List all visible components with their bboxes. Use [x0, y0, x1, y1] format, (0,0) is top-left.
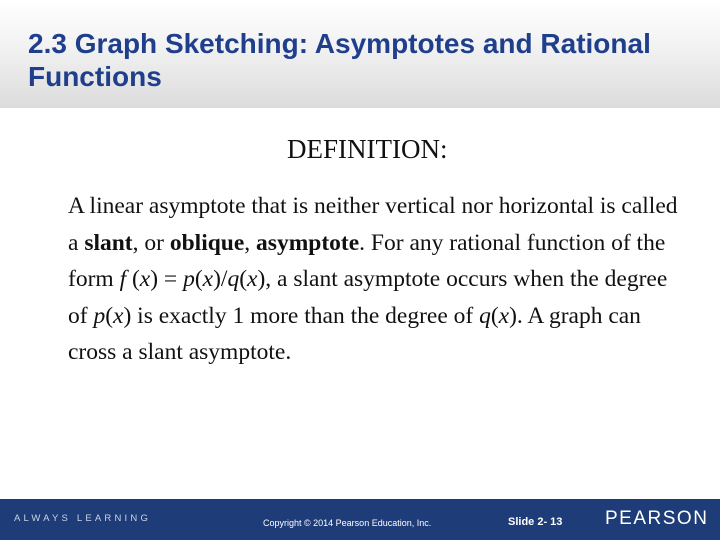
text-run: . For any rational function of the form: [68, 229, 666, 292]
math-var: x: [498, 302, 510, 329]
text-run: A linear asymptote that is neither vertical nor horizontal is called a: [68, 193, 678, 256]
slide-title: 2.3 Graph Sketching: Asymptotes and Rational Functions: [28, 28, 651, 92]
math-var: x: [247, 266, 258, 292]
text-run: (: [105, 302, 114, 329]
math-var: p: [183, 266, 195, 292]
term-asymptote: asymptote: [256, 229, 360, 256]
text-run: , or: [132, 229, 170, 256]
math-var: p: [93, 302, 106, 329]
text-run: (: [490, 302, 499, 329]
title-bar: [0, 0, 720, 108]
slide-number: Slide 2- 13: [508, 516, 563, 528]
brand-logo: PEARSON: [605, 508, 709, 529]
definition-text: [68, 188, 688, 371]
math-var: x: [139, 266, 151, 292]
math-var: q: [227, 266, 240, 292]
text-run: ) =: [150, 266, 184, 292]
math-var: f: [119, 266, 127, 292]
text-run: (: [194, 266, 203, 292]
text-run: ) is exactly 1 more than the degree of: [123, 302, 480, 329]
math-var: q: [479, 302, 491, 329]
text-run: )/: [213, 266, 228, 292]
term-oblique: oblique: [169, 229, 245, 256]
definition-heading: DEFINITION:: [287, 134, 448, 164]
text-run: ). A graph can cross a slant asymptote.: [68, 302, 641, 365]
footer-copyright: Copyright © 2014 Pearson Education, Inc.: [263, 518, 432, 528]
text-run: ), a slant asymptote occurs when the degree of: [68, 266, 668, 329]
text-run: (: [126, 266, 140, 292]
term-slant: slant: [84, 229, 133, 256]
math-var: x: [113, 302, 124, 329]
text-run: ,: [244, 229, 257, 256]
math-var: x: [202, 266, 214, 292]
text-run: (: [239, 266, 248, 292]
footer-bar: [0, 499, 720, 540]
footer-tagline: ALWAYS LEARNING: [14, 513, 152, 524]
